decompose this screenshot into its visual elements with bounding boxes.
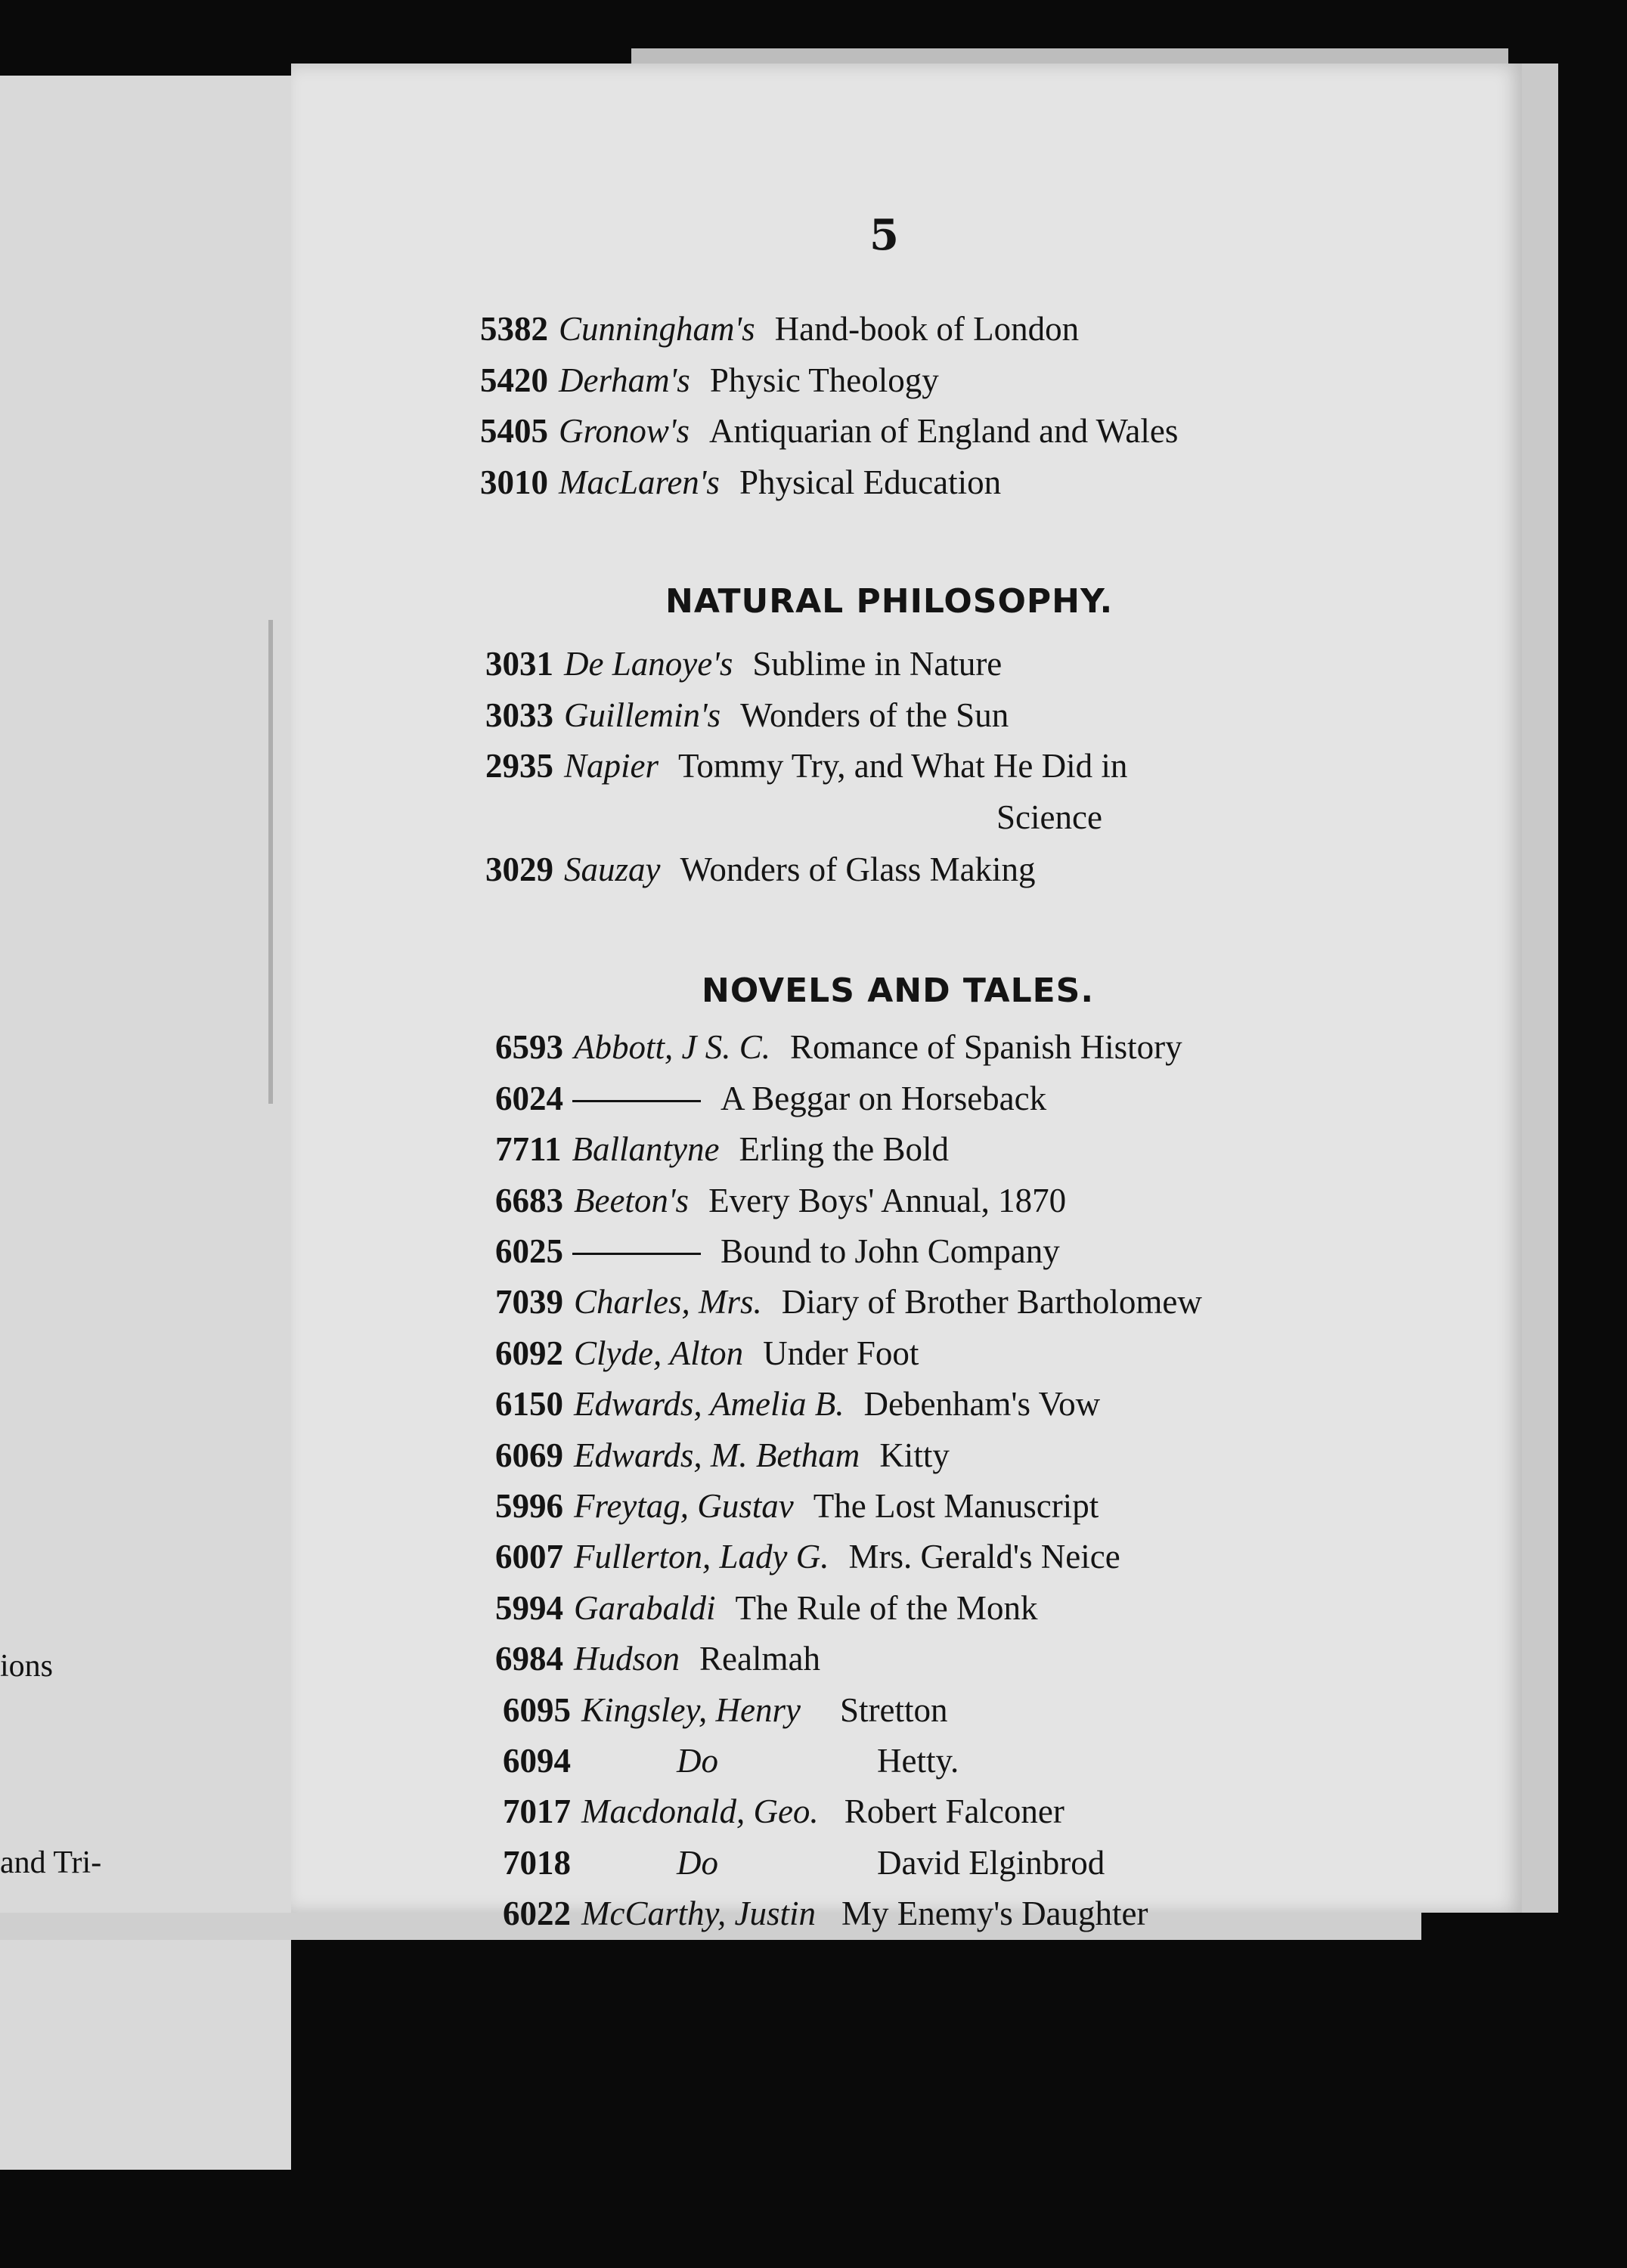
catalogue-entry bbox=[485, 646, 1002, 681]
catalogue-entry bbox=[485, 852, 1036, 887]
catalogue-entry bbox=[495, 1336, 919, 1371]
entry-author: Guillemin's bbox=[564, 696, 721, 734]
entry-title: Realmah bbox=[699, 1640, 820, 1678]
catalogue-entry bbox=[495, 1489, 1099, 1523]
catalogue-entry bbox=[495, 1081, 1046, 1116]
entry-author: Macdonald, Geo. bbox=[581, 1792, 819, 1830]
catalogue-entry bbox=[495, 1030, 1182, 1064]
catalogue-entry bbox=[503, 1845, 1105, 1880]
entry-number: 6984 bbox=[495, 1640, 563, 1678]
entry-title: Erling the Bold bbox=[739, 1130, 949, 1168]
entry-author: Fullerton, Lady G. bbox=[574, 1538, 829, 1576]
page-number: 5 bbox=[869, 210, 899, 260]
entry-title: David Elginbrod bbox=[877, 1844, 1105, 1882]
catalogue-entry bbox=[495, 1539, 1120, 1574]
entry-number: 6593 bbox=[495, 1028, 563, 1066]
entry-number: 6025 bbox=[495, 1232, 563, 1270]
catalogue-entry bbox=[495, 1132, 949, 1167]
entry-author: Gronow's bbox=[559, 412, 690, 450]
entry-author: McCarthy, Justin bbox=[581, 1895, 816, 1932]
catalogue-entry bbox=[480, 363, 939, 398]
entry-title: My Enemy's Daughter bbox=[841, 1895, 1148, 1932]
entry-number: 7017 bbox=[503, 1792, 571, 1830]
entry-author: Cunningham's bbox=[559, 310, 755, 348]
entry-author: Garabaldi bbox=[574, 1589, 716, 1627]
entry-number: 5405 bbox=[480, 412, 548, 450]
catalogue-entry bbox=[495, 1387, 1100, 1421]
entry-author: MacLaren's bbox=[559, 463, 720, 501]
entry-number: 6094 bbox=[503, 1742, 571, 1780]
entry-number: 6095 bbox=[503, 1691, 571, 1729]
entry-author: Abbott, J S. C. bbox=[574, 1028, 770, 1066]
entry-number: 6150 bbox=[495, 1385, 563, 1423]
catalogue-entry bbox=[480, 414, 1178, 448]
entry-number: 3033 bbox=[485, 696, 553, 734]
entry-title: Antiquarian of England and Wales bbox=[709, 412, 1179, 450]
catalogue-entry bbox=[495, 1183, 1066, 1218]
entry-number: 7018 bbox=[503, 1844, 571, 1882]
left-page-fragment: ions bbox=[0, 1649, 54, 1684]
entry-title: Wonders of Glass Making bbox=[680, 850, 1036, 888]
catalogue-entry bbox=[485, 698, 1009, 733]
catalogue-entry bbox=[503, 1896, 1148, 1931]
entry-number: 5382 bbox=[480, 310, 548, 348]
left-page-fragment: and Tri- bbox=[0, 1845, 102, 1880]
entry-title: Kitty bbox=[879, 1436, 950, 1474]
entry-title: Robert Falconer bbox=[844, 1792, 1065, 1830]
entry-number: 6024 bbox=[495, 1080, 563, 1117]
entry-number: 6683 bbox=[495, 1182, 563, 1219]
catalogue-entry bbox=[503, 1743, 959, 1778]
entry-title: The Rule of the Monk bbox=[735, 1589, 1038, 1627]
entry-number: 2935 bbox=[485, 747, 553, 785]
page-right-edge bbox=[1522, 64, 1558, 1913]
section-heading: NATURAL PHILOSOPHY. bbox=[665, 582, 1114, 621]
entry-author: Hudson bbox=[574, 1640, 680, 1678]
entry-number: 7711 bbox=[495, 1130, 562, 1168]
entry-title: Romance of Spanish History bbox=[789, 1028, 1182, 1066]
entry-title: The Lost Manuscript bbox=[813, 1487, 1099, 1525]
entry-title: Stretton bbox=[839, 1691, 948, 1729]
entry-author: De Lanoye's bbox=[564, 645, 733, 683]
entry-number: 6007 bbox=[495, 1538, 563, 1576]
entry-title: Physical Education bbox=[739, 463, 1002, 501]
entry-number: 7039 bbox=[495, 1283, 563, 1321]
entry-number: 3031 bbox=[485, 645, 553, 683]
catalogue-entry bbox=[495, 1234, 1060, 1269]
entry-title: Mrs. Gerald's Neice bbox=[848, 1538, 1120, 1576]
catalogue-entry bbox=[480, 311, 1079, 346]
catalogue-entry bbox=[495, 1438, 950, 1473]
entry-author: Napier bbox=[564, 747, 659, 785]
entry-title: Hetty. bbox=[877, 1742, 959, 1780]
entry-number: 6092 bbox=[495, 1334, 563, 1372]
entry-number: 5996 bbox=[495, 1487, 563, 1525]
entry-author: Sauzay bbox=[564, 850, 661, 888]
entry-title: Tommy Try, and What He Did in bbox=[678, 747, 1128, 785]
entry-author: Kingsley, Henry bbox=[581, 1691, 801, 1729]
entry-title-continuation: Science bbox=[996, 798, 1102, 836]
entry-number: 6022 bbox=[503, 1895, 571, 1932]
entry-author: Derham's bbox=[559, 361, 690, 399]
page-top-edge bbox=[631, 48, 1508, 65]
entry-title: Sublime in Nature bbox=[752, 645, 1003, 683]
catalogue-entry bbox=[503, 1794, 1065, 1829]
entry-author: Edwards, M. Betham bbox=[574, 1436, 860, 1474]
entry-author: Charles, Mrs. bbox=[574, 1283, 762, 1321]
entry-number: 5420 bbox=[480, 361, 548, 399]
entry-number: 3029 bbox=[485, 850, 553, 888]
catalogue-entry bbox=[495, 1591, 1037, 1625]
entry-author: Freytag, Gustav bbox=[574, 1487, 794, 1525]
entry-title: Under Foot bbox=[763, 1334, 919, 1372]
entry-title: Hand-book of London bbox=[774, 310, 1080, 348]
entry-author: Ballantyne bbox=[572, 1130, 720, 1168]
catalogue-entry bbox=[495, 1284, 1202, 1319]
section-heading: NOVELS AND TALES. bbox=[702, 971, 1095, 1010]
entry-author: Edwards, Amelia B. bbox=[574, 1385, 844, 1423]
catalogue-entry bbox=[480, 465, 1001, 500]
entry-number: 5994 bbox=[495, 1589, 563, 1627]
catalogue-entry bbox=[485, 748, 1127, 783]
entry-title: Bound to John Company bbox=[721, 1232, 1060, 1270]
entry-author: Do bbox=[677, 1844, 718, 1882]
entry-number: 3010 bbox=[480, 463, 548, 501]
entry-title: Physic Theology bbox=[709, 361, 939, 399]
entry-author: Do bbox=[677, 1742, 718, 1780]
entry-title: Debenham's Vow bbox=[863, 1385, 1101, 1423]
entry-title: A Beggar on Horseback bbox=[721, 1080, 1047, 1117]
entry-title: Every Boys' Annual, 1870 bbox=[708, 1182, 1067, 1219]
entry-author: Beeton's bbox=[574, 1182, 690, 1219]
ditto-dash bbox=[572, 1100, 701, 1102]
entry-number: 6069 bbox=[495, 1436, 563, 1474]
entry-title: Wonders of the Sun bbox=[740, 696, 1009, 734]
entry-author: Clyde, Alton bbox=[574, 1334, 744, 1372]
entry-title: Diary of Brother Bartholomew bbox=[781, 1283, 1202, 1321]
catalogue-entry bbox=[495, 1641, 820, 1676]
catalogue-entry bbox=[503, 1693, 947, 1727]
ditto-dash bbox=[572, 1253, 701, 1255]
left-page-fold bbox=[268, 620, 273, 1104]
